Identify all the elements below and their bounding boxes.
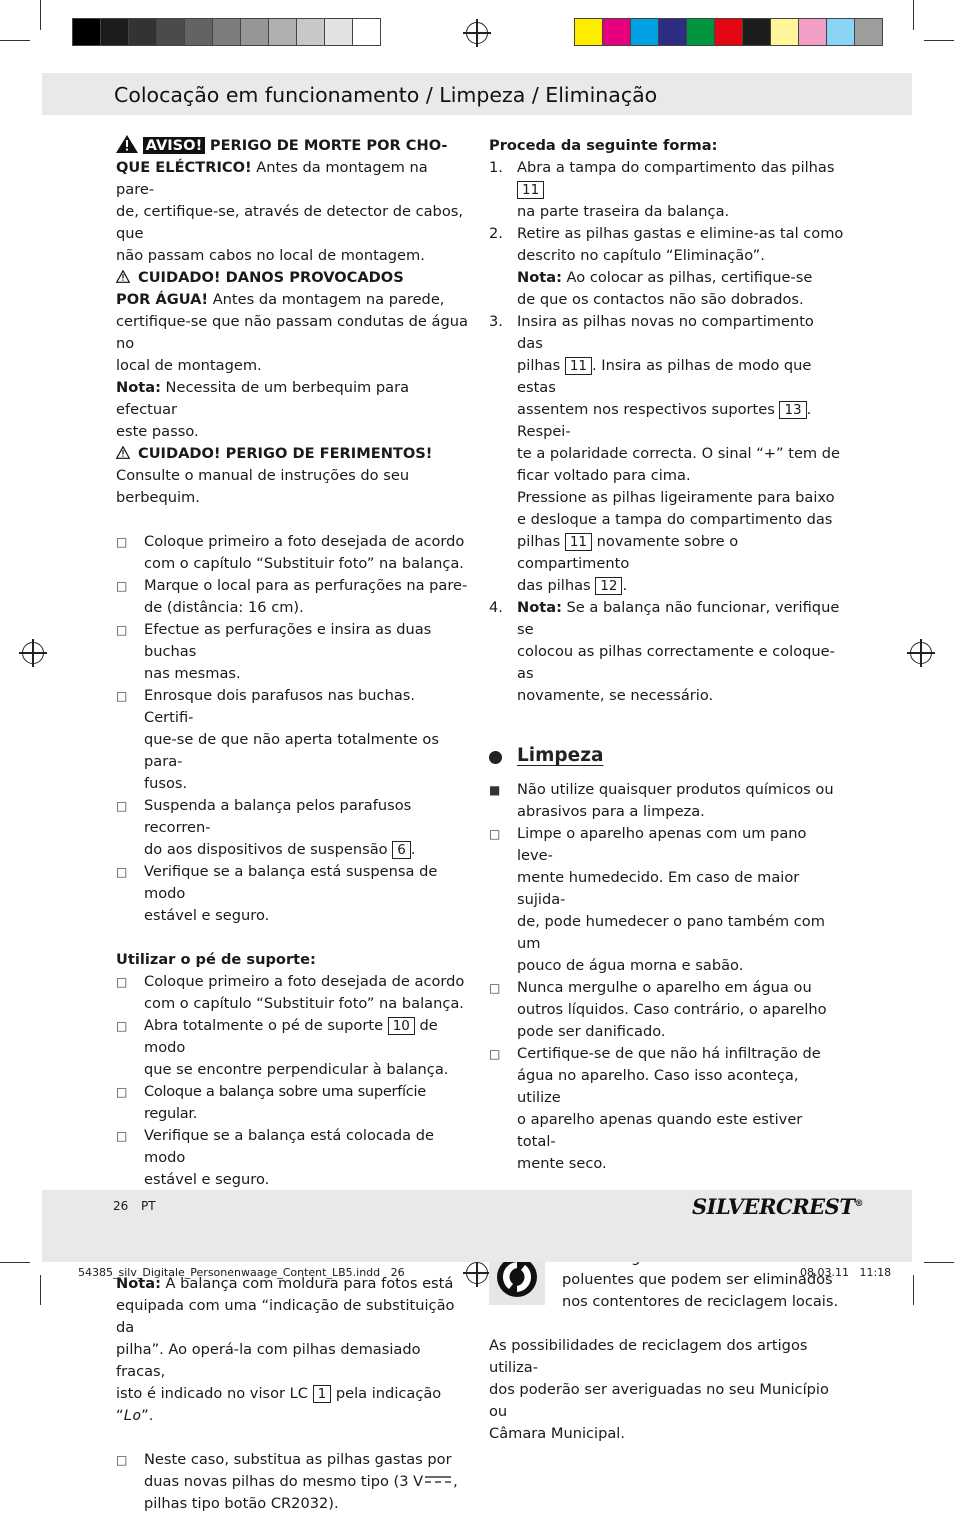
color-swatch [240, 18, 269, 46]
part-reference: 11 [517, 181, 544, 199]
color-swatch [72, 18, 101, 46]
list-item: □ Abra totalmente o pé de suporte 10 de modo que se encontre perpendicular à balança. [116, 1017, 449, 1078]
crop-mark [0, 1262, 30, 1263]
color-swatch [100, 18, 129, 46]
color-swatch [658, 18, 687, 46]
color-swatch [212, 18, 241, 46]
checkbox-bullet-icon: □ [116, 865, 128, 879]
subheading-stand: Utilizar o pé de suporte: [116, 951, 316, 968]
warning-injury: CUIDADO! PERIGO DE FERIMENTOS! [116, 443, 468, 465]
numbered-step: 2. Retire as pilhas gastas e elimine-as tal como descrito no capítulo “Eliminação”. Nota: Ao colocar as pilhas, certifique-se de que os contactos não são dobrados. [489, 225, 844, 308]
registration-mark-icon [466, 22, 488, 44]
registration-mark-icon [22, 642, 44, 664]
checkbox-bullet-icon: □ [489, 827, 501, 841]
color-swatch [574, 18, 603, 46]
section-heading-cleaning: Limpeza [489, 745, 844, 767]
list-item: □ Neste caso, substitua as pilhas gastas por duas novas pilhas do mesmo tipo (3 V , pilhas tipo botão CR2032). [116, 1451, 458, 1512]
checkbox-bullet-icon: □ [116, 1085, 128, 1099]
note-drill: Nota: Necessita de um berbequim para efectuar [116, 379, 410, 418]
color-swatch [686, 18, 715, 46]
warning-triangle-icon [116, 135, 138, 153]
caution-triangle-icon [116, 270, 130, 283]
checkbox-bullet-icon: □ [116, 975, 128, 989]
color-swatch [714, 18, 743, 46]
part-reference: 11 [565, 533, 592, 551]
color-swatch [630, 18, 659, 46]
list-item: □ Limpe o aparelho apenas com um pano leve- mente humedecido. Em caso de maior sujida- de, pode humedecer o pano também com um pouco de água morna e sabão. [489, 825, 825, 974]
list-item: □ Nunca mergulhe o aparelho em água ou outros líquidos. Caso contrário, o aparelho pode ser danificado. [489, 979, 827, 1040]
list-item: □ Coloque a balança sobre uma superfície regular. [116, 1083, 426, 1122]
brand-logo: SILVERCREST® [692, 1194, 863, 1219]
warning-electric-shock: AVISO! PERIGO DE MORTE POR CHO- [116, 135, 468, 157]
subheading-procedure: Proceda da seguinte forma: [489, 137, 718, 154]
crop-mark [924, 1262, 954, 1263]
part-reference: 6 [392, 841, 411, 859]
part-reference: 1 [313, 1385, 332, 1403]
color-swatch [770, 18, 799, 46]
square-bullet-icon: ■ [489, 783, 501, 797]
bullet-dot-icon [489, 751, 502, 764]
list-item: □ Coloque primeiro a foto desejada de acordo com o capítulo “Substituir foto” na balança. [116, 533, 465, 572]
color-swatch [352, 18, 381, 46]
list-item: □ Verifique se a balança está colocada de modo estável e seguro. [116, 1127, 434, 1188]
registration-mark-icon [466, 1262, 488, 1284]
print-date: 08.03.11 11:18 [800, 1266, 892, 1279]
checkbox-bullet-icon: □ [116, 535, 128, 549]
numbered-step: 1. Abra a tampa do compartimento das pilhas 11 na parte traseira da balança. [489, 159, 835, 220]
warning-badge: AVISO! [143, 137, 206, 154]
color-swatch [156, 18, 185, 46]
page-number: 26 [113, 1199, 129, 1213]
color-swatch [798, 18, 827, 46]
crop-mark [0, 40, 30, 41]
checkbox-bullet-icon: □ [489, 981, 501, 995]
part-reference: 13 [779, 401, 806, 419]
list-item: □ Verifique se a balança está suspensa de modo estável e seguro. [116, 863, 438, 924]
right-column: Proceda da seguinte forma: 1. Abra a tampa do compartimento das pilhas 11 na parte traseira da balança. 2. Retire as pilhas gastas e elimine-as tal como descrito no capítulo “Eliminação”. Nota: Ao colocar as pilhas, certifique-se de que os contactos não são dobrados. 3. Insira as pilhas novas no compartimento das pilhas 11 . Insira as pilhas de modo que estas assentem nos respectivos suportes 13 . Respei- te a polaridade correcta. O sinal “+” tem de ficar voltado para cima. Pressione as pilhas ligeiramente para baixo e desloque a tampa do compartimento das pilhas 11 novamente sobre o compartimento das pilhas 12 . 4. Nota: Se a balança não funcionar, verifique se colocou as pilhas correctamente e coloque-as novamente, se necessário. Limpeza ■ Não utilize quaisquer produtos químicos ou abrasivos para a limpeza. □ Limpe o aparelho apenas com um pano leve- mente humedecido. Em caso de maior sujida- de, pode humedecer o pano também com um pouco de água morna e sabão. □ Nunca mergulhe o aparelho em água ou outros líquidos. Caso contrário, o aparelho pode ser danificado. □ Certifique-se de que não há infiltração de água no aparelho. Caso isso aconteça, utilize o aparelho apenas quando este estiver total- mente seco. poluentes que podem ser eliminados nos contentores de reciclagem locais. As possibilidades de reciclagem dos artigos utiliza- dos poderão ser averiguadas no seu Município ou Câmara Municipal. [489, 137, 844, 1442]
list-item: □ Certifique-se de que não há infiltração de água no aparelho. Caso isso aconteça, utilize o aparelho apenas quando este estiver total- mente seco. [489, 1045, 821, 1172]
color-swatch [296, 18, 325, 46]
numbered-step: 4. Nota: Se a balança não funcionar, verifique se colocou as pilhas correctamente e coloque-as novamente, se necessário. [489, 599, 840, 704]
checkbox-bullet-icon: □ [116, 579, 128, 593]
lcd-lo-indicator: Lo [123, 1407, 142, 1424]
dc-voltage-icon [423, 1474, 453, 1486]
crop-mark [40, 0, 41, 30]
checkbox-bullet-icon: □ [116, 1129, 128, 1143]
color-swatch [826, 18, 855, 46]
numbered-step: 3. Insira as pilhas novas no compartimento das pilhas 11 . Insira as pilhas de modo que estas assentem nos respectivos suportes 13 . Respei- te a polaridade correcta. O sinal “+” tem de ficar voltado para cima. Pressione as pilhas ligeiramente para baixo e desloque a tampa do compartimento das pilhas 11 novamente sobre o compartimento das pilhas 12 . [489, 313, 841, 594]
color-swatch [268, 18, 297, 46]
registration-mark-icon [910, 642, 932, 664]
warning-water-damage: CUIDADO! DANOS PROVOCADOS [116, 267, 468, 289]
checkbox-bullet-icon: □ [116, 1453, 128, 1467]
checkbox-bullet-icon: □ [116, 623, 128, 637]
checkbox-bullet-icon: □ [116, 689, 128, 703]
list-item: □ Marque o local para as perfurações na pare- de (distância: 16 cm). [116, 577, 468, 616]
page-title: Colocação em funcionamento / Limpeza / Eliminação [114, 83, 658, 107]
list-item: □ Coloque primeiro a foto desejada de acordo com o capítulo “Substituir foto” na balança. [116, 973, 465, 1012]
file-info: 54385_silv_Digitale_Personenwaage_Content_LB5.indd 26 [78, 1266, 405, 1279]
color-swatch [742, 18, 771, 46]
caution-triangle-icon [116, 446, 130, 459]
part-reference: 12 [595, 577, 622, 595]
list-item: □ Suspenda a balança pelos parafusos recorren- do aos dispositivos de suspensão 6 . [116, 797, 416, 858]
part-reference: 11 [565, 357, 592, 375]
color-swatch [324, 18, 353, 46]
checkbox-bullet-icon: □ [489, 1047, 501, 1061]
checkbox-bullet-icon: □ [116, 799, 128, 813]
note-battery-indicator: Nota: A balança com moldura para fotos está [116, 1275, 454, 1292]
crop-mark [913, 0, 914, 30]
list-item: ■ Não utilize quaisquer produtos químicos ou abrasivos para a limpeza. [489, 781, 834, 820]
crop-mark [913, 1275, 914, 1305]
language-code: PT [141, 1199, 156, 1213]
list-item: □ Efectue as perfurações e insira as duas buchas nas mesmas. [116, 621, 432, 682]
color-swatch [184, 18, 213, 46]
list-item: □ Enrosque dois parafusos nas buchas. Certifi- que-se de que não aperta totalmente os para- fusos. [116, 687, 439, 792]
checkbox-bullet-icon: □ [116, 1019, 128, 1033]
left-column: AVISO! PERIGO DE MORTE POR CHO- QUE ELÉCTRICO! Antes da montagem na pare- de, certifique-se, através de detector de cabos, que não passam cabos no local de montagem. CUIDADO! DANOS PROVOCADOS POR ÁGUA! Antes da montagem na parede, certifique-se que não passam condutas de água no local de montagem. Nota: Necessita de um berbequim para efectuar este passo. CUIDADO! PERIGO DE FERIMENTOS! Consulte o manual de instruções do seu berbequim. □ Coloque primeiro a foto desejada de acordo com o capítulo “Substituir foto” na balança. □ Marque o local para as perfurações na pare- de (distância: 16 cm). □ Efectue as perfurações e insira as duas buchas nas mesmas. □ Enrosque dois parafusos nas buchas. Certifi- que-se de que não aperta totalmente os para- fusos. □ Suspenda a balança pelos parafusos recorren- do aos dispositivos de suspensão 6 . □ Verifique se a balança está suspensa de modo estável e seguro. Utilizar o pé de suporte: □ Coloque primeiro a foto desejada de acordo com o capítulo “Substituir foto” na balança. □ Abra totalmente o pé de suporte 10 de modo que se encontre perpendicular à balança. □ Coloque a balança sobre uma superfície regular. □ Verifique se a balança está colocada de modo estável e seguro. Nota: A balança com moldura para fotos está equipada com uma “indicação de substituição da pilha”. Ao operá-la com pilhas demasiado fracas, isto é indicado no visor LC 1 pela indicação “Lo”. □ Neste caso, substitua as pilhas gastas por duas novas pilhas do mesmo tipo (3 V , pilhas tipo botão CR2032). [116, 135, 468, 1515]
disposal-packaging: poluentes que podem ser eliminados nos contentores de reciclagem locais. [489, 1247, 844, 1313]
color-swatch [128, 18, 157, 46]
crop-mark [40, 1275, 41, 1305]
part-reference: 10 [388, 1017, 415, 1035]
color-swatch [602, 18, 631, 46]
crop-mark [924, 40, 954, 41]
color-swatch [854, 18, 883, 46]
